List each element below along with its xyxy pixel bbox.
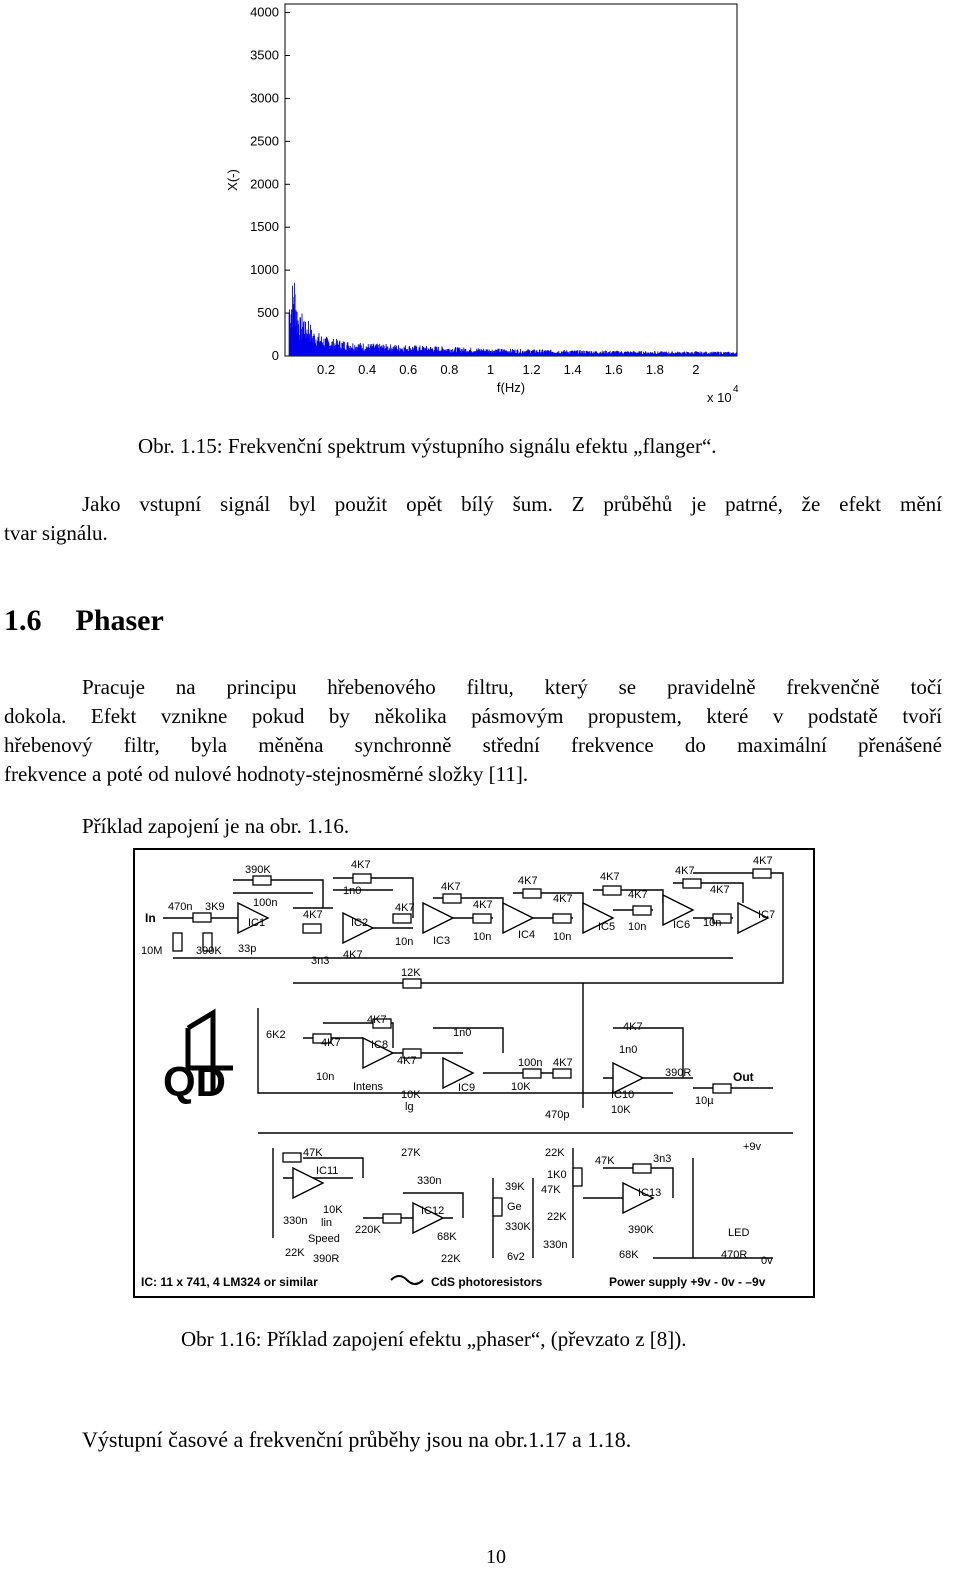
r10k-b-label: 10K	[511, 1081, 531, 1093]
z6v2-label: 6v2	[507, 1251, 525, 1263]
ic8-label: IC8	[371, 1039, 389, 1051]
c470n-label: 470n	[168, 901, 193, 913]
c330n-b-label-top: 330n	[417, 1175, 442, 1187]
r390k-b-label: 390K	[628, 1224, 654, 1236]
x-tick-label: 1.6	[604, 362, 623, 377]
x-tick-label: 1.4	[563, 362, 582, 377]
c3n3-b-label: 3n3	[653, 1153, 672, 1165]
y-tick-label: 1500	[250, 219, 279, 235]
r4k7-r-label: 4K7	[623, 1021, 643, 1033]
lg-label: lg	[405, 1101, 414, 1113]
x-tick-label: 0.2	[317, 362, 336, 377]
intens-label: Intens	[353, 1081, 383, 1093]
paragraph-2-line-2: dokola. Efekt vznikne pokud by několika pásmovým propustem, které v podstatě tvoří	[4, 704, 942, 728]
r47k-label: 47K	[303, 1147, 323, 1159]
ic1-label: IC1	[248, 917, 266, 929]
spectrum-chart	[215, 0, 755, 410]
x-tick-label: 1.8	[645, 362, 664, 377]
r4k7-g-label: 4K7	[518, 875, 538, 887]
c100n-label: 100n	[253, 897, 278, 909]
r68k-b-label: 68K	[619, 1249, 639, 1261]
r4k7-q-label: 4K7	[553, 1057, 573, 1069]
ic6-label: IC6	[673, 919, 691, 931]
r27k-label: 27K	[401, 1147, 421, 1159]
ic13-label: IC13	[638, 1187, 662, 1199]
r4k7-f-label: 4K7	[473, 899, 493, 911]
y-tick-label: 0	[271, 348, 279, 363]
r4k7-n-label: 4K7	[321, 1037, 341, 1049]
output-label: Out	[733, 1070, 754, 1084]
c470p-label: 470p	[545, 1109, 570, 1121]
led-label: LED	[728, 1227, 750, 1239]
r4k7-d-label: 4K7	[395, 902, 415, 914]
y-tick-label: 1000	[250, 262, 279, 278]
r390k-label: 390K	[196, 945, 222, 957]
c330n-b-label: 330n	[543, 1239, 568, 1251]
r4k7-a-label: 4K7	[303, 909, 323, 921]
r22k-c-label: 22K	[545, 1147, 565, 1159]
r39k-label: 39K	[505, 1181, 525, 1193]
r12k-label: 12K	[401, 967, 421, 979]
y-tick-label: 4000	[250, 4, 279, 20]
section-number: 1.6	[4, 604, 42, 637]
zero-v-label: 0v	[761, 1255, 773, 1267]
r220k-label: 220K	[355, 1224, 381, 1236]
c33p-label: 33p	[238, 943, 257, 955]
r4k7-m-label: 4K7	[753, 855, 773, 867]
schematic-footer-power: Power supply +9v - 0v - –9v	[609, 1275, 766, 1289]
ic2-label: IC2	[351, 917, 369, 929]
ic4-label: IC4	[518, 929, 536, 941]
r4k7-c-label: 4K7	[343, 949, 363, 961]
r68k-label: 68K	[437, 1231, 457, 1243]
r4k7-i-label: 4K7	[600, 871, 620, 883]
c10n-b-label: 10n	[473, 931, 492, 943]
r47k-c-label: 47K	[595, 1155, 615, 1167]
x-axis-multiplier: x 10	[707, 390, 732, 405]
schematic-footer-photoresistors: CdS photoresistors	[431, 1275, 543, 1289]
paragraph-2-line-3: hřebenový filtr, byla měněna synchronně střední frekvence do maximální přenášené	[4, 733, 942, 757]
c1n0-c-label: 1n0	[619, 1044, 638, 1056]
y-axis-label: X(-)	[225, 169, 240, 191]
figure-caption-1-15: Obr. 1.15: Frekvenční spektrum výstupního signálu efektu „flanger“.	[138, 434, 717, 458]
y-tick-label: 3000	[250, 90, 279, 106]
r4k7-h-label: 4K7	[553, 893, 573, 905]
input-label: In	[145, 911, 156, 925]
figure-caption-1-16: Obr 1.16: Příklad zapojení efektu „phaser“, (převzato z [8]).	[181, 1327, 687, 1351]
speed-label: Speed	[308, 1233, 340, 1245]
ic5-label: IC5	[598, 921, 616, 933]
x-tick-label: 0.6	[399, 362, 418, 377]
r470r-label: 470R	[721, 1249, 748, 1261]
c10u-label: 10µ	[695, 1095, 714, 1107]
y-tick-label: 2500	[250, 133, 279, 149]
paragraph-1-line-1: Jako vstupní signál byl použit opět bílý šum. Z průběhů je patrné, že efekt mění	[82, 492, 942, 516]
c100n-b-label: 100n	[518, 1057, 543, 1069]
r1k0-label: 1K0	[547, 1169, 567, 1181]
r47k-b-label: 47K	[541, 1184, 561, 1196]
section-heading	[4, 604, 164, 638]
y-ticks	[250, 5, 290, 363]
ge-label: Ge	[507, 1201, 522, 1213]
paragraph-1-line-2: tvar signálu.	[4, 521, 108, 545]
r390r-b-label: 390R	[313, 1253, 340, 1265]
x-tick-label: 2	[692, 362, 700, 377]
y-tick-label: 2000	[250, 176, 279, 192]
phaser-schematic	[133, 848, 815, 1298]
r3k9-label: 3K9	[205, 901, 225, 913]
r4k7-k-label: 4K7	[675, 865, 695, 877]
r22k-b-label: 22K	[441, 1253, 461, 1265]
supply-label: +9v	[743, 1141, 762, 1153]
c10n-d-label: 10n	[628, 921, 647, 933]
r4k7-b-label: 4K7	[351, 859, 371, 871]
x-tick-label: 0.4	[358, 362, 377, 377]
section-title: Phaser	[75, 604, 164, 637]
c10n-a-label: 10n	[395, 936, 414, 948]
r6k2-label: 6K2	[266, 1029, 286, 1041]
c3n3-label: 3n3	[311, 955, 330, 967]
c330n-a-label: 330n	[283, 1215, 308, 1227]
r10k-label: 10K	[401, 1089, 421, 1101]
ic3-label: IC3	[433, 935, 451, 947]
c1n0-a-label: 1n0	[343, 885, 362, 897]
r4k7-l-label: 4K7	[710, 884, 730, 896]
page-number: 10	[486, 1546, 506, 1568]
r330k-label: 330K	[505, 1221, 531, 1233]
c10n-c-label: 10n	[553, 931, 572, 943]
y-tick-label: 3500	[250, 47, 279, 63]
paragraph-4: Výstupní časové a frekvenční průběhy jsou na obr.1.17 a 1.18.	[82, 1427, 632, 1452]
r390r-label: 390R	[665, 1067, 692, 1079]
r4k7-j-label: 4K7	[628, 889, 648, 901]
svg-text:QD: QD	[163, 1058, 226, 1105]
paragraph-3: Příklad zapojení je na obr. 1.16.	[82, 814, 350, 838]
ic9-label: IC9	[458, 1082, 476, 1094]
ic12-label: IC12	[421, 1205, 445, 1217]
r10k-c-label: 10K	[611, 1104, 631, 1116]
ic10-label: IC10	[611, 1089, 635, 1101]
c10n-e-label: 10n	[703, 917, 722, 929]
paragraph-2-line-1: Pracuje na principu hřebenového filtru, který se pravidelně frekvenčně točí	[82, 675, 942, 699]
x-axis-multiplier-exponent: 4	[733, 384, 739, 395]
r10k-d-label: 10K	[323, 1204, 343, 1216]
lin-label: lin	[321, 1217, 333, 1229]
x-tick-label: 0.8	[440, 362, 459, 377]
r22k-a-label: 22K	[285, 1247, 305, 1259]
r22k-d-label: 22K	[547, 1211, 567, 1223]
ic7-label: IC7	[758, 909, 776, 921]
schematic-footer-ic: IC: 11 x 741, 4 LM324 or similar	[141, 1275, 318, 1289]
c10n-f-label: 10n	[316, 1071, 335, 1083]
ic11-label: IC11	[316, 1165, 339, 1177]
paragraph-2-line-4: frekvence a poté od nulové hodnoty-stejnosměrné složky [11].	[4, 762, 529, 786]
x-tick-label: 1	[486, 362, 495, 377]
x-tick-label: 1.2	[522, 362, 541, 377]
r10m-label: 10M	[141, 945, 163, 957]
r4k7-p-label: 4K7	[397, 1055, 417, 1067]
r390k-top-label: 390K	[245, 864, 271, 876]
r4k7-e-label: 4K7	[441, 881, 461, 893]
y-tick-label: 500	[257, 305, 279, 321]
r4k7-o-label: 4K7	[367, 1014, 387, 1026]
plot-frame	[285, 4, 737, 356]
c1n0-b-label: 1n0	[453, 1027, 472, 1039]
x-axis-label: f(Hz)	[496, 380, 526, 395]
